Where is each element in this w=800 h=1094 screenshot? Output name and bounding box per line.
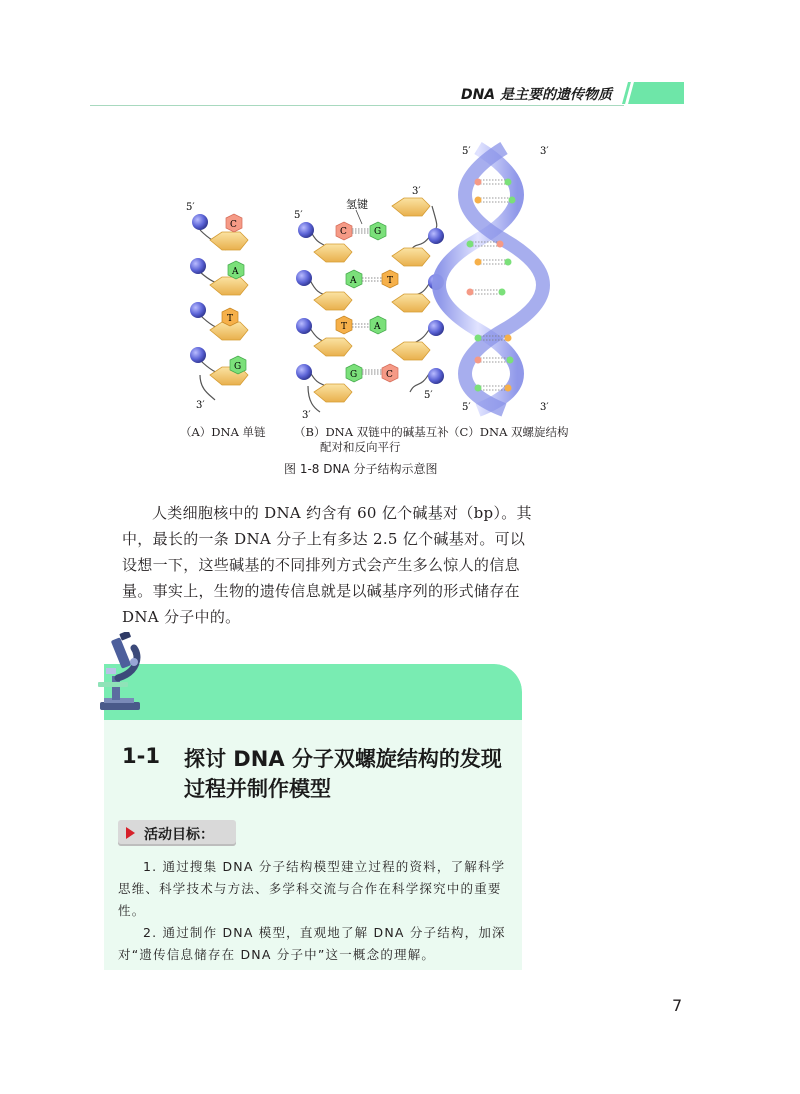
play-arrow-icon — [126, 827, 135, 839]
microscope-icon — [94, 632, 152, 714]
goal-1: 1. 通过搜集 DNA 分子结构模型建立过程的资料，了解科学思维、科学技术与方法、多学科交流与合作在科学探究中的重要性。 — [118, 859, 506, 918]
panel-c-top-3prime: 3′ — [540, 146, 549, 157]
header-title: DNA 是主要的遗传物质 — [460, 87, 612, 103]
goals-text — [118, 856, 510, 966]
figure-caption: 图 1-8 DNA 分子结构示意图 — [284, 462, 438, 476]
panel-b-5prime-right: 5′ — [424, 390, 433, 401]
panel-b-pair-2-left: T — [341, 322, 348, 332]
page-number: 7 — [672, 996, 683, 1015]
header-color-tab — [622, 82, 684, 104]
panel-b-double-strand — [296, 198, 444, 412]
panel-b-pair-2-right: A — [374, 322, 381, 332]
panel-c-bottom-3prime: 3′ — [540, 402, 549, 413]
goals-tag — [118, 820, 236, 846]
panel-b-caption-line2: 配对和反向平行 — [320, 440, 401, 454]
panel-a-3prime: 3′ — [196, 400, 205, 411]
panel-b-3prime-right: 3′ — [412, 186, 421, 197]
panel-a-5prime: 5′ — [186, 202, 195, 213]
panel-a-caption: （A）DNA 单链 — [180, 425, 266, 439]
panel-b-pair-0-left: C — [340, 227, 347, 237]
panel-a-base-1: A — [232, 267, 239, 277]
panel-c-bottom-5prime: 5′ — [462, 402, 471, 413]
panel-b-5prime-left: 5′ — [294, 210, 303, 221]
goals-label: 活动目标： — [144, 827, 214, 843]
panel-b-pair-1-right: T — [387, 276, 394, 286]
panel-b-caption-line1: （B）DNA 双链中的碱基互补 — [294, 425, 449, 439]
panel-c-top-5prime: 5′ — [462, 146, 471, 157]
running-header — [90, 82, 684, 106]
panel-a-base-2: T — [227, 314, 234, 324]
header-rule — [90, 105, 624, 106]
hydrogen-bond-label: 氢键 — [346, 198, 368, 211]
panel-b-pair-3-left: G — [350, 370, 358, 380]
panel-a-base-0: C — [230, 220, 237, 230]
activity-number: 1-1 — [122, 744, 160, 768]
panel-c-double-helix — [439, 148, 543, 410]
panel-b-3prime-left: 3′ — [302, 410, 311, 421]
activity-title: 探讨 DNA 分子双螺旋结构的发现过程并制作模型 — [184, 747, 502, 801]
panel-b-pair-3-right: C — [386, 370, 393, 380]
figure-1-8 — [180, 140, 600, 480]
goal-2: 2. 通过制作 DNA 模型，直观地了解 DNA 分子结构，加深对“遗传信息储存在 DNA 分子中”这一概念的理解。 — [118, 925, 506, 962]
panel-c-caption: （C）DNA 双螺旋结构 — [448, 425, 569, 439]
body-paragraph: 人类细胞核中的 DNA 约含有 60 亿个碱基对（bp）。其中，最长的一条 DNA 分子上有多达 2.5 亿个碱基对。可以设想一下，这些碱基的不同排列方式会产生多么惊人的信息量。事实上，生物的遗传信息就是以碱基序列的形式储存在 DNA 分子中的。 — [122, 504, 532, 626]
panel-a-single-strand — [190, 214, 248, 400]
panel-b-pair-0-right: G — [374, 227, 382, 237]
panel-a-base-3: G — [234, 362, 242, 372]
panel-b-pair-1-left: A — [350, 276, 357, 286]
activity-header-band — [104, 664, 522, 720]
